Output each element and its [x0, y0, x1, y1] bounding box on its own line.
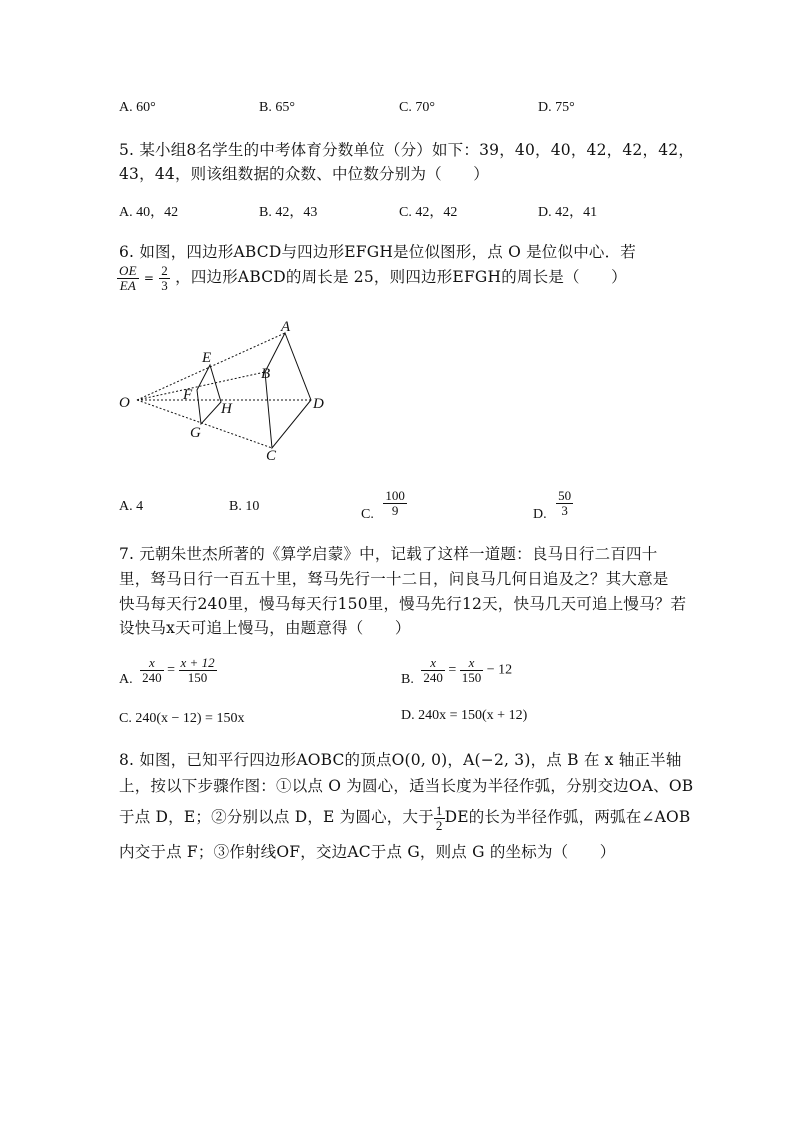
label-o: O — [119, 395, 130, 411]
label-g: G — [190, 425, 201, 441]
q4-option-a: A. 60° — [119, 100, 156, 115]
q7-option-c: C. 240(x − 12) = 150x — [119, 711, 245, 726]
q8-stem-line4: 内交于点 F；③作射线OF，交边AC于点 G，则点 G 的坐标为（ ） — [119, 843, 616, 861]
q6-option-c: C. $\frac{100}{9}$ — [361, 488, 405, 523]
q6-option-a: A. 4 — [119, 499, 144, 514]
q4-option-d: D. 75° — [538, 100, 575, 115]
q7-option-b: B. $\frac{x}{240}$ = $\frac{x}{150}$ − 12 — [401, 655, 513, 688]
q8-stem-line3: 于点 D，E；②分别以点 D，E 为圆心，大于 $\frac{1}{2}$ DE的长为半径作弧，两弧在∠AOB — [119, 803, 691, 833]
q7-option-d: D. 240x = 150(x + 12) — [401, 708, 528, 723]
q4-option-b: B. 65° — [259, 100, 295, 115]
label-b: B — [261, 366, 271, 382]
q5-stem-line1: 5. 某小组8名学生的中考体育分数单位（分）如下：39，40，40，42，42，42， — [119, 141, 695, 159]
label-h: H — [221, 401, 232, 417]
q7-stem-line1: 7. 元朝朱世杰所著的《算学启蒙》中，记载了这样一道题：良马日行二百四十 — [119, 545, 658, 563]
q7-stem-line3: 快马每天行240里，慢马每天行150里，慢马先行12天，快马几天可追上慢马？若 — [119, 595, 687, 613]
label-f: F — [183, 387, 193, 403]
label-e: E — [202, 350, 212, 366]
q5-stem-line2: 43，44，则该组数据的众数、中位数分别为（ ） — [119, 165, 489, 183]
q6-stem-line1: 6. 如图，四边形ABCD与四边形EFGH是位似图形，点 O 是位似中心．若 — [119, 243, 637, 261]
label-c: C — [266, 448, 277, 464]
label-d: D — [313, 396, 324, 412]
label-a: A — [281, 320, 291, 335]
ratio-fraction: $\frac{OE}{EA}$ — [119, 263, 137, 293]
q8-stem-line1: 8. 如图，已知平行四边形AOBC的顶点O(0, 0)，A(−2, 3)，点 B 在 x 轴正半轴 — [119, 751, 682, 769]
q5-option-b: B. 42，43 — [259, 205, 318, 220]
q7-option-a: A. $\frac{x}{240}$ = $\frac{x + 12}{150}$ — [119, 655, 215, 688]
q5-option-d: D. 42，41 — [538, 205, 598, 220]
q6-option-b: B. 10 — [229, 499, 260, 514]
equals-sign: = — [143, 271, 155, 286]
q6-option-d: D. $\frac{50}{3}$ — [533, 488, 572, 523]
q7-stem-line2: 里，驽马日行一百五十里，驽马先行一十二日，问良马几何日追及之？其大意是 — [119, 570, 669, 588]
q5-option-c: C. 42，42 — [399, 205, 458, 220]
q6-stem-rest: ，四边形ABCD的周长是 25，则四边形EFGH的周长是（ ） — [175, 268, 627, 287]
half-fraction: $\frac{1}{2}$ — [435, 803, 443, 833]
q6-figure — [115, 320, 335, 465]
two-thirds-fraction: $\frac{2}{3}$ — [161, 263, 168, 293]
q8-stem-line2: 上，按以下步骤作图：①以点 O 为圆心，适当长度为半径作弧，分别交边OA、OB — [119, 777, 694, 795]
q5-option-a: A. 40，42 — [119, 205, 179, 220]
q4-option-c: C. 70° — [399, 100, 435, 115]
q7-stem-line4: 设快马x天可追上慢马，由题意得（ ） — [119, 619, 411, 637]
q6-stem-line2 — [117, 264, 627, 292]
